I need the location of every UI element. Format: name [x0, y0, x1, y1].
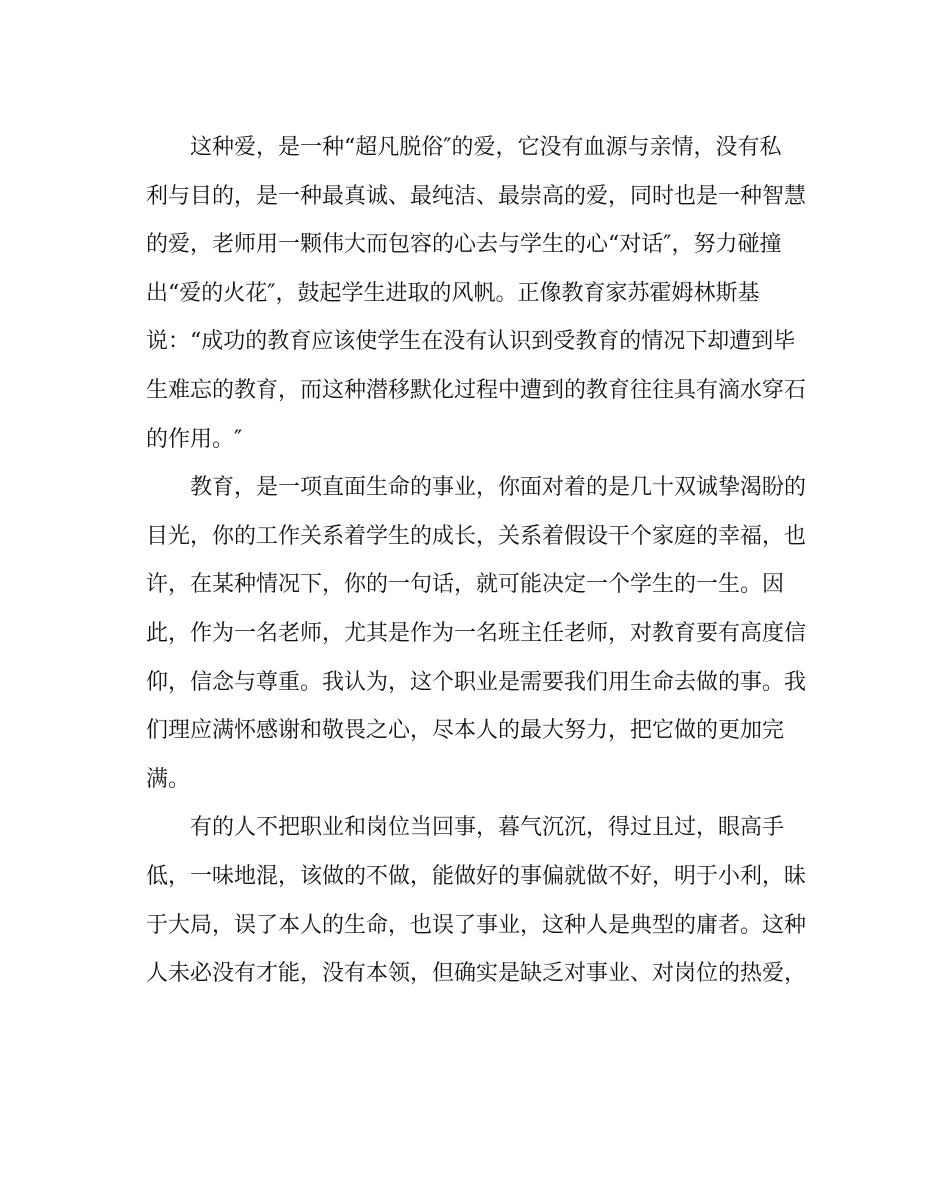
paragraph-line: 这种爱，是一种“超凡脱俗″的爱，它没有血源与亲情，没有私: [190, 135, 782, 160]
paragraph-line: 说：“成功的教育应该使学生在没有认识到受教育的情况下却遭到毕: [146, 329, 796, 355]
paragraph-line: 于大局，误了本人的生命，也误了事业，这种人是典型的庸者。这种: [146, 912, 807, 938]
paragraph-line: 此，作为一名老师，尤其是作为一名班主任老师，对教育要有高度信: [146, 620, 807, 646]
paragraph-1: [146, 124, 806, 464]
paragraph-line: 目光，你的工作关系着学生的成长，关系着假设干个家庭的幸福，也: [146, 523, 807, 549]
paragraph-line: 的作用。″: [146, 426, 243, 452]
paragraph-line: 利与目的，是一种最真诚、最纯洁、最崇高的爱，同时也是一种智慧: [146, 183, 807, 209]
paragraph-line: 教育，是一项直面生命的事业，你面对着的是几十双诚挚渴盼的: [190, 475, 807, 501]
paragraph-2: [146, 464, 806, 804]
paragraph-line: 仰，信念与尊重。我认为，这个职业是需要我们用生命去做的事。我: [146, 669, 807, 695]
paragraph-line: 低，一味地混，该做的不做，能做好的事偏就做不好，明于小利，昧: [146, 863, 807, 889]
document-body: [146, 124, 806, 999]
paragraph-line: 的爱，老师用一颗伟大而包容的心去与学生的心“对话″，努力碰撞: [146, 232, 782, 258]
paragraph-line: 有的人不把职业和岗位当回事，暮气沉沉，得过且过，眼高手: [190, 815, 785, 841]
paragraph-line: 满。: [146, 766, 191, 792]
paragraph-line: 出“爱的火花″，鼓起学生进取的风帆。正像教育家苏霍姆林斯基: [146, 280, 760, 306]
paragraph-3: [146, 804, 806, 998]
paragraph-line: 许，在某种情况下，你的一句话，就可能决定一个学生的一生。因: [146, 572, 785, 598]
paragraph-line: 生难忘的教育，而这种潜移默化过程中遭到的教育往往具有滴水穿石: [146, 377, 807, 403]
paragraph-line: 们理应满怀感谢和敬畏之心，尽本人的最大努力，把它做的更加完: [146, 718, 785, 744]
paragraph-line: 人未必没有才能，没有本领，但确实是缺乏对事业、对岗位的热爱，: [146, 961, 807, 987]
